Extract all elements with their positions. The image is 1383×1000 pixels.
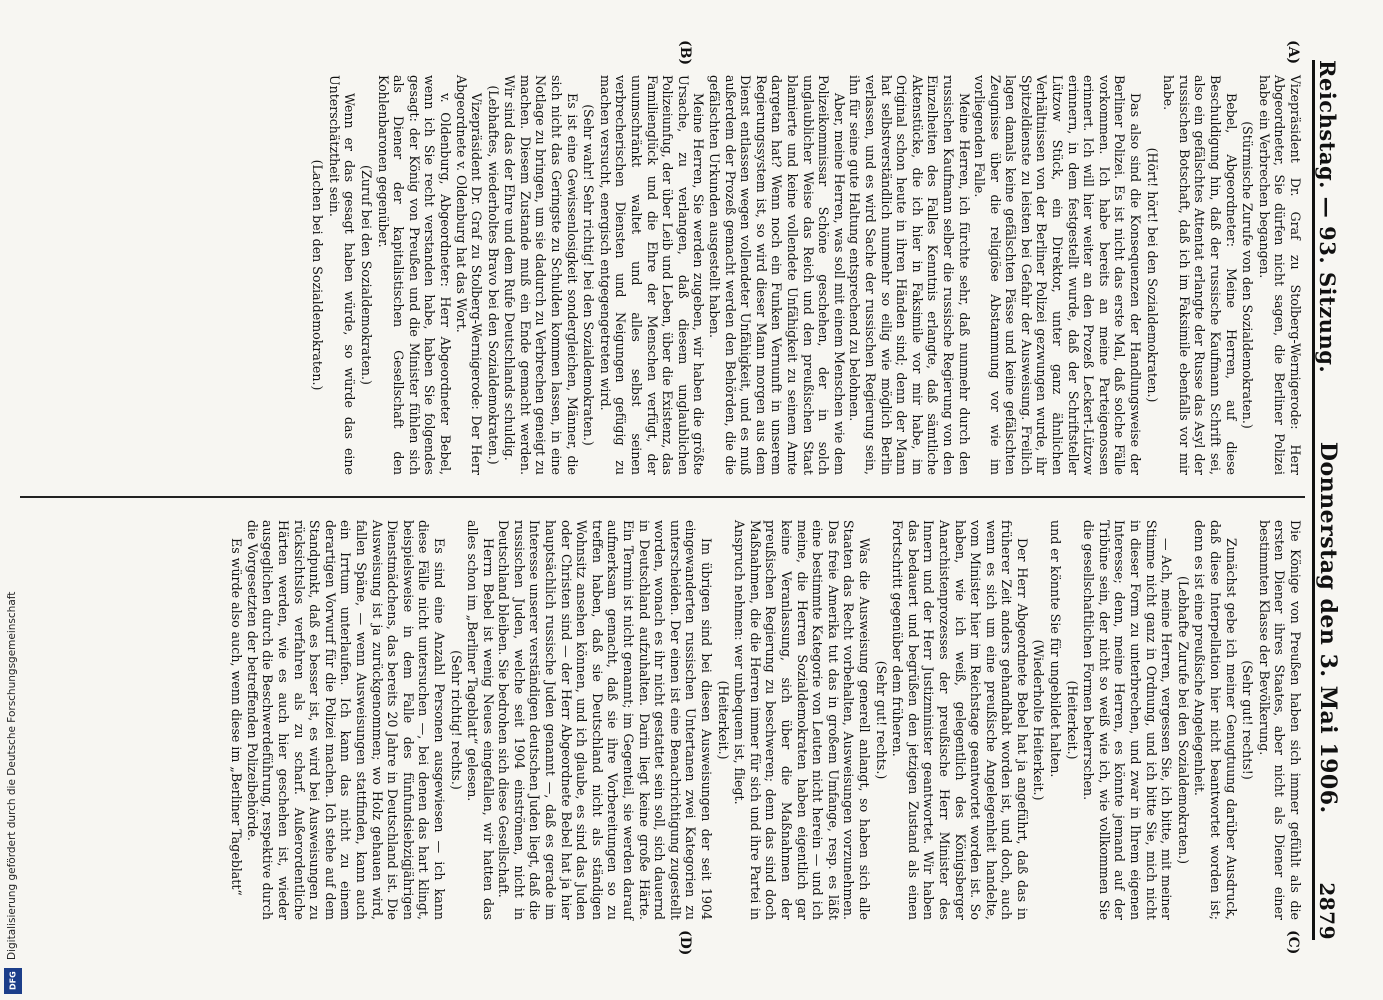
- paragraph: v. Oldenburg, Abgeordneter: Herr Abgeordneter Bebel, wenn ich Sie recht verstanden habe, haben Sie folgendes gesagt: der König von Preußen und die Minister fühlen sich als Diener der kapitalistischen Gesellschaft den Kohlenbaronen gegenüber.: [375, 75, 453, 475]
- paragraph: Das also sind die Konsequenzen der Handlungsweise der Berliner Polizei. Es ist nicht das erste Mal, daß solche Fälle vorkommen. Ich habe bereits an meine Parteigenossen erinnert. Ich will hier weiter an den Prozeß Leckert-Lützow erinnern, in dem festgestellt wurde, daß der Schriftsteller Lützow Stück, ein Direktor, unter ganz ähnlichen Verhältnissen von der Berliner Polizei gezwungen wurde, ihr Spitzeldienste zu leisten bei Gefahr der Ausweisung. Freilich lagen damals keine gefälschten Pässe und keine gefälschten Zeugnisse über die religiöse Abstammung vor wie im vorliegenden Falle.: [972, 75, 1144, 475]
- interjection: (Heiterkeit.): [715, 680, 731, 760]
- credit-text: Digitalisierung gefördert durch die Deutsche Forschungsgemeinschaft: [6, 591, 18, 960]
- interjection: (Sehr gut! rechts!): [1240, 660, 1256, 780]
- interjection: (Lachen bei den Sozialdemokraten.): [310, 159, 326, 391]
- interjection: (Heiterkeit.): [1064, 680, 1080, 760]
- dfg-logo: DFG: [4, 968, 22, 994]
- interjection: (Sehr gut! rechts.): [873, 660, 889, 780]
- margin-mark-a: (A): [1285, 40, 1301, 65]
- paragraph: Meine Herren, ich fürchte sehr, daß nunmehr durch den russischen Kaufmann selber die russische Regierung von den Einzelheiten des Falles Kenntnis erlangte, daß sämtliche Aktenstücke, die ich hier in Faksimile vor mir habe, im Original schon heute in ihren Händen sind; denn der Mann hat selbstverständlich nunmehr so eilig wie möglich Berlin verlassen, und es wird Sache der russischen Regierung sein, ihn für seine gute Haltung entsprechend zu belohnen.: [847, 75, 972, 475]
- paragraph: und er könnte Sie für ungebildet halten.: [1048, 520, 1064, 778]
- interjection: (Hört! hört! bei den Sozialdemokraten.): [1144, 147, 1160, 403]
- paragraph: Die Könige von Preußen haben sich immer gefühlt als die ersten Diener ihres Staates, aber nicht als Diener einer bestimmten Klasse der Bevölkerung.: [1256, 520, 1303, 920]
- margin-mark-b: (B): [677, 40, 693, 66]
- paragraph: Vizepräsident Dr. Graf zu Stolberg-Wernigerode: Herr Abgeordneter, Sie dürfen nicht sagen, die Berliner Polizei habe ein Verbrechen begangen.: [1256, 75, 1303, 475]
- interjection: (Sehr wahr! Sehr richtig! bei den Sozialdemokraten.): [581, 104, 597, 446]
- digitization-credit: [0, 0, 22, 1000]
- paragraph: Zunächst gebe ich meiner Genugtuung darüber Ausdruck, daß diese Interpellation hier nicht beantwortet worden ist; denn es ist eine preußische Angelegenheit.: [1192, 520, 1239, 920]
- header-session: Reichstag. — 93. Sitzung.: [1315, 60, 1340, 374]
- margin-mark-d: (D): [677, 930, 693, 956]
- paragraph: Im übrigen sind bei diesen Ausweisungen der seit 1904 eingewanderten russischen Untertanen zwei Kategorien zu unterscheiden. Der einen ist eine Benachrichtigung zugestellt worden, wonach es ihr nicht gestattet sein soll, sich dauernd in Deutschland aufzuhalten. Darin liegt keine große Härte. Ein Termin ist nicht genannt; im Gegenteil, sie werden darauf aufmerksam gemacht, daß sie ihre Vorbereitungen so zu treffen haben, daß sie Deutschland nicht als ständigen Wohnsitz ansehen können, und ich glaube, es sind das Juden oder Christen sind — der Herr Abgeordnete Bebel hat ja hier hauptsächlich russische Juden genannt —, daß es gerade im Interesse unserer verständigen deutschen Juden liegt, daß die russischen Juden, welche seit 1904 einströmen, nicht in Deutschland bleiben. Sie bedrohen sich diese Gesellschaft.: [496, 520, 715, 920]
- paragraph: Aber, meine Herren, was soll mit einem Menschen wie dem Polizeikommissar Schöne geschehen, der in solch unglaublicher Weise das Reich und den preußischen Staat blamierte und keine vollendete Unfähigkeit zu seinem Amte dargetan hat? Wenn noch ein Funken Vernunft in unserem Regierungssystem ist, so wird dieser Mann morgen aus dem Dienst entlassen wegen vollendeter Unfähigkeit, und es muß außerdem der Prozeß gemacht werden den Behörden, die die gefälschten Urkunden ausgestellt haben.: [707, 75, 847, 475]
- paragraph: — Ach, meine Herren, vergessen Sie, ich bitte, mit meiner Stimme nicht ganz in Ordnung, und ich bitte Sie, mich nicht in dieser Form zu unterbrechen, und zwar in Ihrem eigenen Interesse; denn, meine Herren, es könnte jemand auf der Tribüne sein, der nicht so weiß wie ich, wie vollkommen Sie die gesellschaftlichen Formen beherrschen.: [1081, 520, 1175, 920]
- paragraph: Es sind eine Anzahl Personen ausgewiesen — ich kann diese Fälle nicht untersuchen —, bei denen das hart klingt, beispielsweise in dem Falle des fünfundsiebzigjährigen Dienstmädchens, das bereits 20 Jahre in Deutschland ist. Die Ausweisung ist ja zurückgenommen; wo Holz gehauen wird, fallen Späne, — wenn Ausweisungen stattfinden, kann auch ein Irrtum unterlaufen. Ich kann das nicht zu einem derartigen Vorwurf für die Polizei machen. Ich stehe auf dem Standpunkt, daß es besser ist, es wird bei Ausweisungen zu rücksichtslos verfahren als zu scharf. Außerordentliche Härten werden, wie es auch hier geschehen ist, wieder ausgeglichen durch die Beschwerdeführung, respektive durch die Vorgesetzten der betreffenden Polizeibehörde.: [244, 520, 447, 920]
- interjection: (Stürmische Zurufe von den Sozialdemokraten.): [1240, 121, 1256, 429]
- interjection: (Lebhafte Zurufe bei den Sozialdemokraten.): [1175, 575, 1191, 865]
- paragraph: Der Herr Abgeordnete Bebel hat ja angeführt, daß das in früherer Zeit anders gehandhabt worden ist, und doch, auch wenn es sich um eine preußische Angelegenheit handelte, vom Minister hier im Reichstage geantwortet worden ist. So haben, wie ich weiß, gelegentlich des Königsberger Anarchistenprozesses der preußische Herr Minister des Innern und der Herr Justizminister geantwortet. Wir haben das bedauert und begrüßen den jetzigen Zustand als einen Fortschritt gegenüber dem früheren.: [890, 520, 1030, 920]
- header-date: Donnerstag den 3. Mai 1906.: [1315, 441, 1341, 814]
- text-column-left: [30, 75, 1303, 475]
- text-column-right: [30, 520, 1303, 920]
- paragraph: Meine Herren, Sie werden zugeben, wir haben die größte Ursache, zu verlangen, daß diesem unglaublichen Polizeiunfug, der über Leib und Leben, über die Existenz, das Familienglück und die Ehre der Menschen verfügt, der unumschränkt waltet und alles selbst seinen verbrecherischen Diensten und Neigungen gefügig zu machen versucht, energisch entgegengetreten wird.: [597, 75, 707, 475]
- paragraph: Herrn Bebel ist wenig Neues eingefallen, wir hatten das alles schon im „Berliner Tageblatt“ gelesen.: [465, 520, 496, 920]
- paragraph: Bebel, Abgeordneter: Meine Herren, auf diese Beschuldigung hin, daß der russische Kaufmann Schrift sei, also ein gefälschtes Attentat erlangte der Russe das Asyl der russischen Botschaft, daß ich im Faksimile ebenfalls vor mir habe.: [1161, 75, 1239, 475]
- page-number: 2879: [1315, 882, 1339, 940]
- interjection: (Wiederholte Heiterkeit.): [1031, 639, 1047, 801]
- interjection: (Lebhaftes, wiederholtes Bravo bei den Sozialdemokraten.): [485, 85, 501, 465]
- paragraph: Vizepräsident Dr. Graf zu Stolberg-Wernigerode: Der Herr Abgeordnete v. Oldenburg hat das Wort.: [453, 75, 485, 475]
- column-divider: [20, 496, 1305, 498]
- paragraph: Es ist eine Gewissenlosigkeit sondergleichen, Männer, die sich nicht das Geringste zu Schulden kommen lassen, in eine Notlage zu bringen, um sie dadurch zu Verbrechen geneigt zu machen. Diesem Zustande muß ein Ende gemacht werden. Wir sind das der Ehre und dem Rufe Deutschlands schuldig.: [502, 75, 580, 475]
- paragraph: Was die Ausweisung generell anlangt, so haben sich alle Staaten das Recht vorbehalten, Ausweisungen vorzunehmen. Das freie Amerika tut das in großem Umfange, resp. es läßt eine bestimmte Kategorie von Leuten nicht herein — und ich meine, die Herren Sozialdemokraten haben eigentlich gar keine Veranlassung, sich über die Maßnahmen der preußischen Regierung zu beschweren; denn das sind doch Maßnahmen, die die Herren immer für sich und ihre Partei in Anspruch nehmen: wer unbequem ist, fliegt.: [732, 520, 872, 920]
- paragraph: Es würde also auch, wenn diese im „Berliner Tageblatt“: [229, 538, 245, 896]
- page-header: [1312, 60, 1363, 940]
- paragraph: Wenn er das gesagt haben würde, so würde das eine Unterschätztheit sein.: [326, 75, 358, 475]
- interjection: (Sehr richtig! rechts.): [448, 650, 464, 790]
- margin-mark-c: (C): [1285, 930, 1301, 955]
- interjection: (Zuruf bei den Sozialdemokraten.): [358, 165, 374, 385]
